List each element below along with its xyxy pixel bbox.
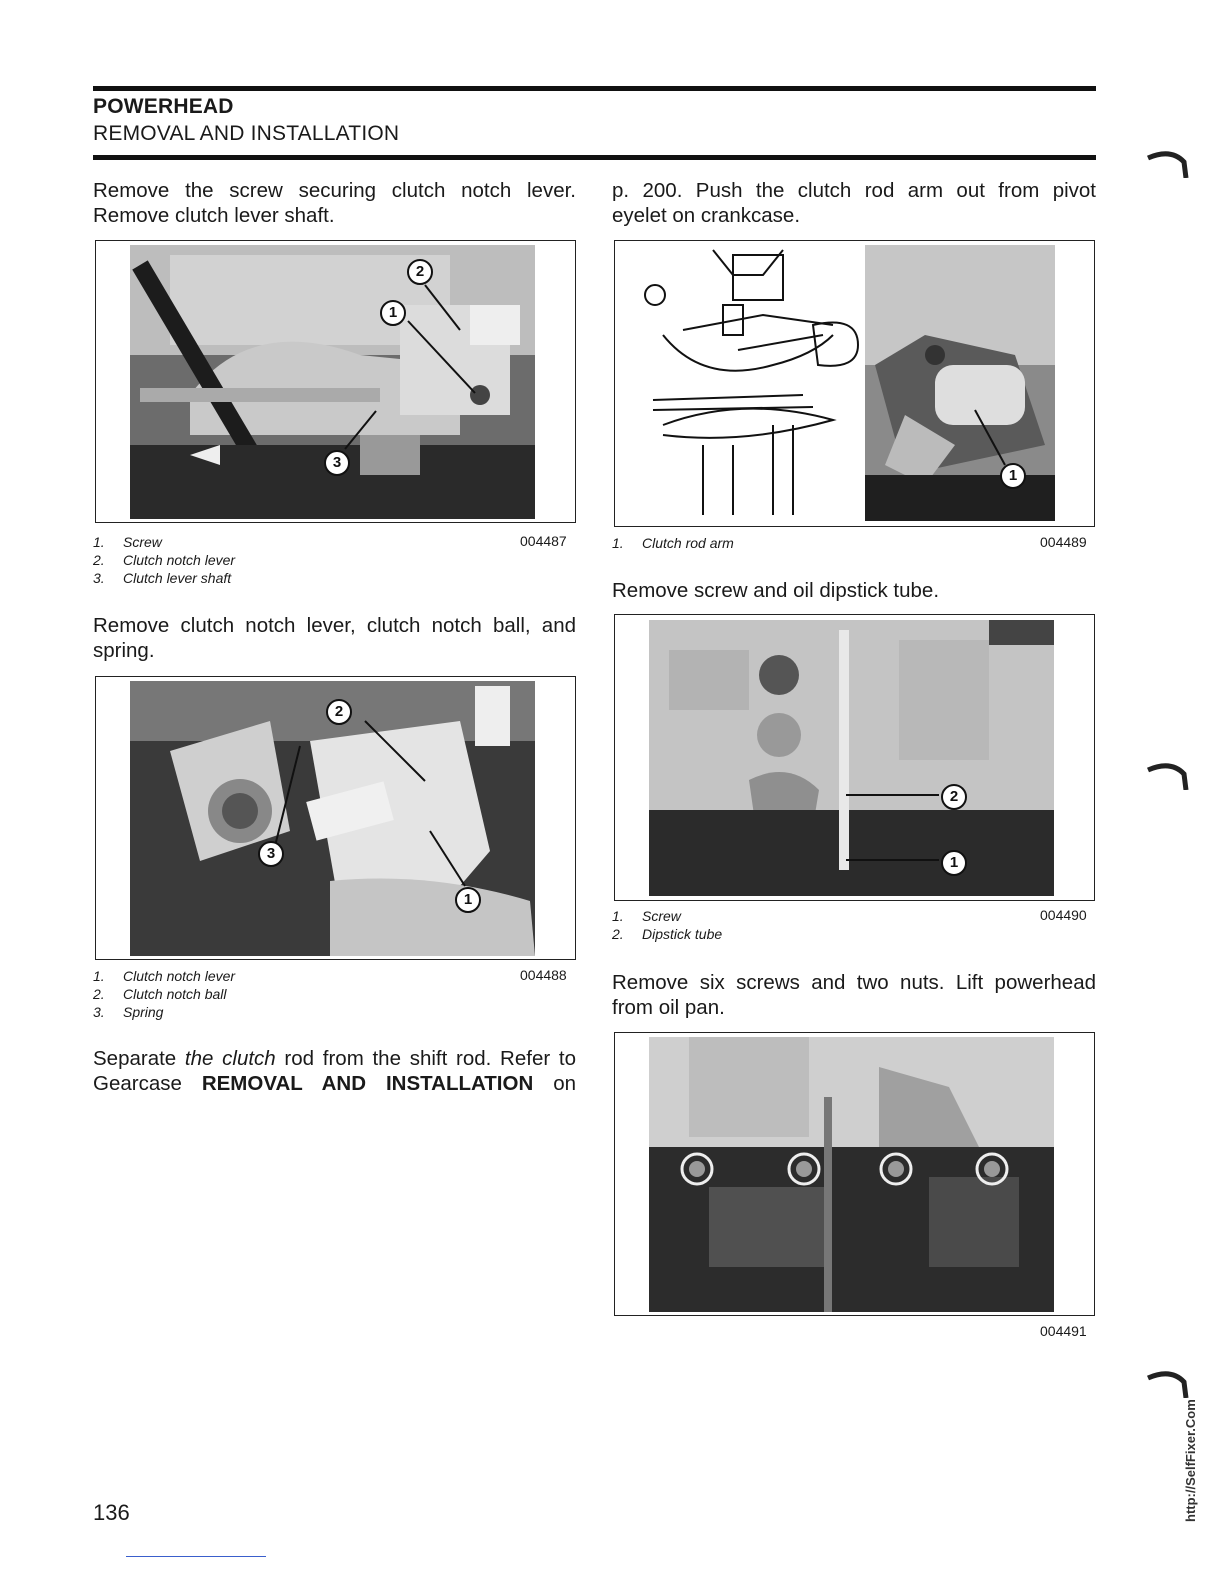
callout-1: 1 (380, 300, 406, 326)
callout-3: 3 (258, 841, 284, 867)
section-title: POWERHEAD (93, 95, 234, 118)
callout-1: 1 (1000, 463, 1026, 489)
header-top-rule (93, 86, 1096, 91)
legend-item: 1. Clutch rod arm (612, 535, 734, 551)
clutch-rod-arm-photo (865, 245, 1055, 521)
watermark-url: http://SelfFixer.Com (1183, 1399, 1198, 1522)
dipstick-tube-photo (649, 620, 1054, 896)
legend-item: 3. Spring (93, 1004, 164, 1020)
figure-id: 004491 (1040, 1323, 1087, 1339)
right-paragraph-1: p. 200. Push the clutch rod arm out from pivot eyelet on crankcase. (612, 179, 1096, 227)
figure-004490 (614, 614, 1095, 901)
figure-004488 (95, 676, 576, 960)
clutch-rod-arm-diagram (643, 245, 863, 521)
figure-004487-legend (93, 533, 393, 587)
left-paragraph-3: Separate the clutch rod from the shift rod. Refer to Gearcase REMOVAL AND INSTALLATION on (93, 1047, 576, 1095)
figure-004491 (614, 1032, 1095, 1316)
legend-item: 1. Screw (93, 534, 162, 550)
clutch-notch-photo (130, 681, 535, 956)
callout-1: 1 (941, 850, 967, 876)
right-paragraph-3: Remove six screws and two nuts. Lift powerhead from oil pan. (612, 971, 1096, 1019)
powerhead-oil-pan-photo (649, 1037, 1054, 1312)
right-paragraph-2: Remove screw and oil dipstick tube. (612, 579, 940, 602)
section-subtitle: REMOVAL AND INSTALLATION (93, 122, 400, 145)
callout-2: 2 (326, 699, 352, 725)
callout-3: 3 (324, 450, 350, 476)
legend-item: 1. Clutch notch lever (93, 968, 236, 984)
figure-004489 (614, 240, 1095, 527)
header-bottom-rule (93, 155, 1096, 160)
edge-tab-icon (1146, 148, 1190, 178)
legend-item: 2. Clutch notch ball (93, 986, 227, 1002)
legend-item: 3. Clutch lever shaft (93, 570, 232, 586)
figure-id: 004487 (520, 533, 567, 549)
figure-004490-legend (612, 907, 912, 943)
footer-link-line (126, 1556, 266, 1557)
callout-1: 1 (455, 887, 481, 913)
left-paragraph-2: Remove clutch notch lever, clutch notch ball, and spring. (93, 614, 576, 662)
edge-tab-icon (1146, 760, 1190, 790)
legend-item: 2. Dipstick tube (612, 926, 723, 942)
callout-2: 2 (407, 259, 433, 285)
figure-004487 (95, 240, 576, 523)
figure-id: 004490 (1040, 907, 1087, 923)
figure-004488-legend (93, 967, 393, 1021)
clutch-lever-photo (130, 245, 535, 519)
legend-item: 2. Clutch notch lever (93, 552, 236, 568)
left-paragraph-1: Remove the screw securing clutch notch lever. Remove clutch lever shaft. (93, 179, 576, 227)
cross-reference: REMOVAL AND INSTALLATION (201, 1072, 534, 1095)
figure-004489-legend (612, 534, 912, 552)
edge-tab-icon (1146, 1368, 1190, 1398)
page-number: 136 (93, 1500, 130, 1525)
figure-id: 004489 (1040, 534, 1087, 550)
legend-item: 1. Screw (612, 908, 681, 924)
callout-2: 2 (941, 784, 967, 810)
figure-id: 004488 (520, 967, 567, 983)
